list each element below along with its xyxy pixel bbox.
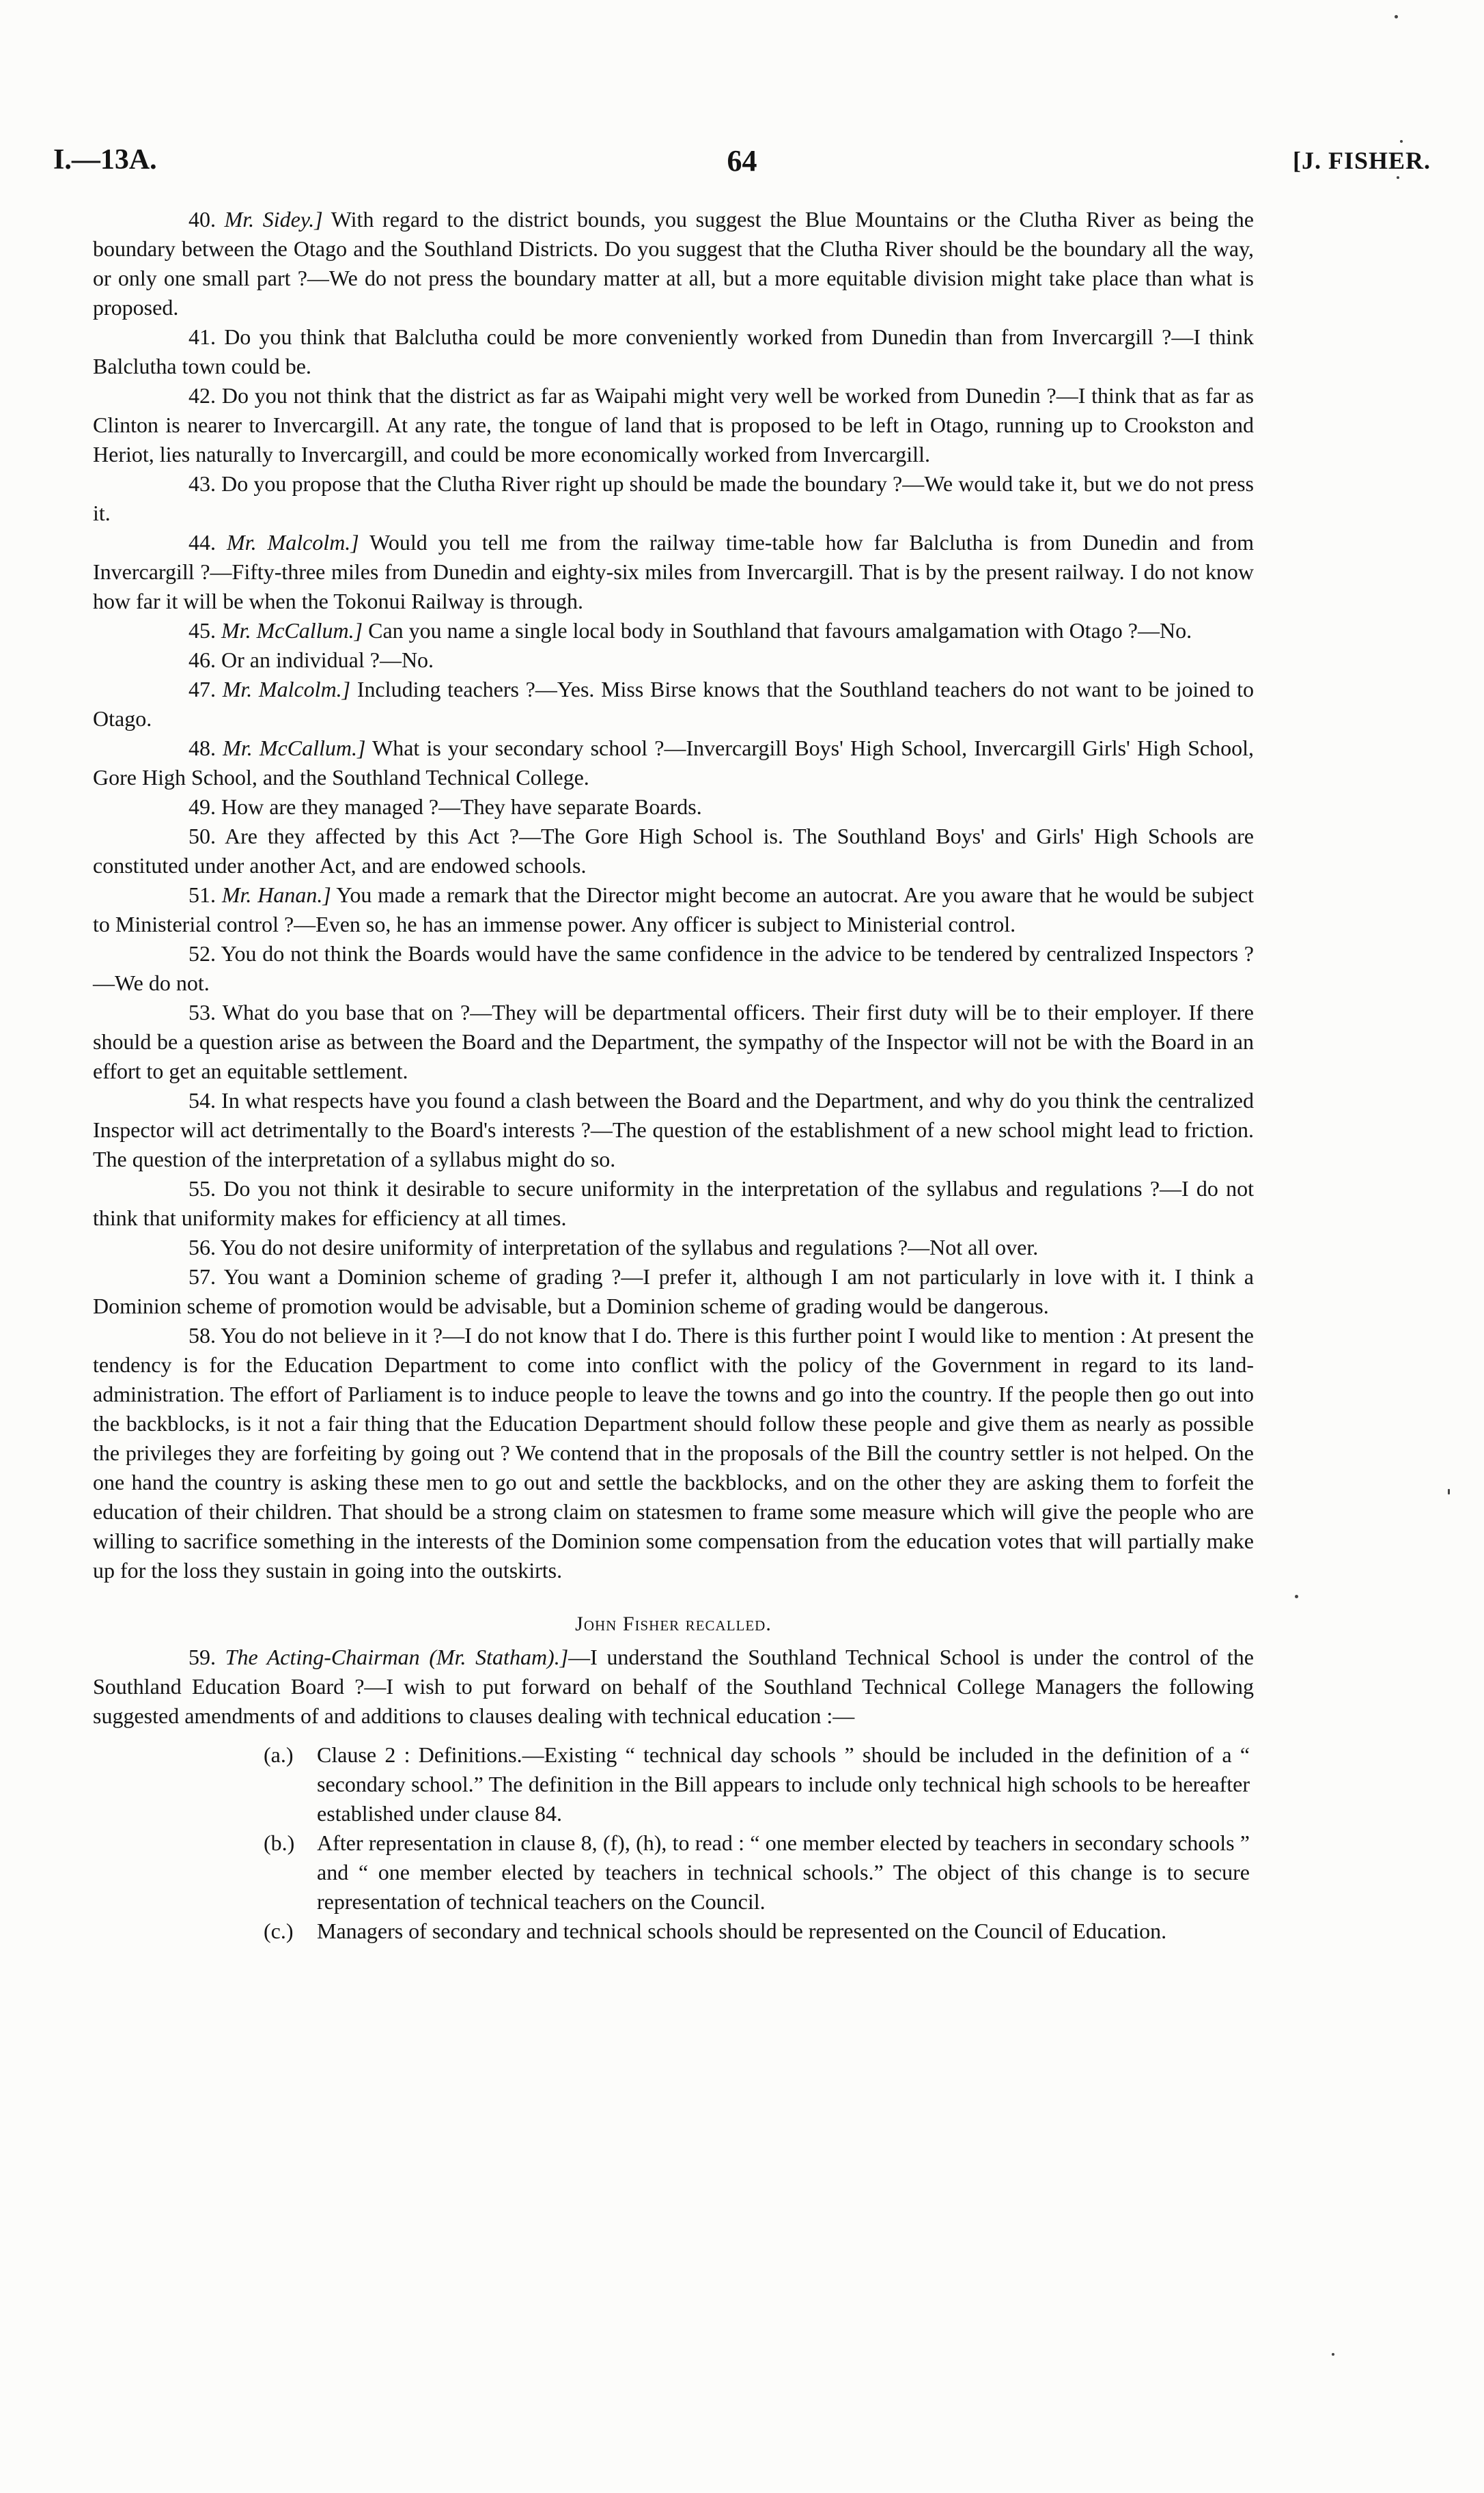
question-number: 43. [188,471,216,496]
question-number: 59. [188,1645,216,1669]
scan-speck [1295,1595,1298,1598]
question-text: How are they managed ?—They have separate Boards. [221,794,702,819]
question-paragraph [93,1321,1254,1585]
question-number: 47. [188,677,216,701]
section-heading: John Fisher recalled. [575,1613,772,1635]
question-text: —I understand the Southland Technical School is under the control of the Southland Education Board ?—I wish to put forward on behalf of the Southland Technical College Managers the following suggested amendments of and additions to clauses dealing with technical education :— [93,1645,1255,1728]
question-paragraph [93,939,1254,998]
question-paragraph [93,1262,1254,1321]
list-marker: (c.) [264,1919,294,1943]
question-text: Including teachers ?—Yes. Miss Birse knows that the Southland teachers do not want to be joined to Otago. [93,677,1255,731]
scan-speck [1397,176,1399,179]
document-body [93,205,1254,1946]
page-header [53,143,1431,184]
question-text: Are they affected by this Act ?—The Gore High School is. The Southland Boys' and Girls' High Schools are constituted under another Act, and are endowed schools. [93,824,1254,878]
question-paragraph [93,645,1254,675]
question-text: Do you think that Balclutha could be more conveniently worked from Dunedin than from Invercargill ?—I think Balclutha town could be. [93,324,1254,378]
question-number: 44. [188,530,216,555]
speaker: The Acting-Chairman (Mr. Statham).] [225,1645,569,1669]
speaker: Mr. Sidey.] [224,207,323,232]
question-text: You want a Dominion scheme of grading ?—I prefer it, although I am not particularly in love with it. I think a Dominion scheme of promotion would be advisable, but a Dominion scheme of grading would be dangerous. [93,1264,1255,1318]
question-number: 58. [188,1323,216,1348]
question-number: 53. [188,1000,216,1025]
scan-speck [1395,15,1398,18]
speaker: Mr. Malcolm.] [222,677,351,701]
witness-name: [J. FISHER. [1292,147,1431,174]
question-paragraph [93,792,1254,822]
list-marker: (a.) [264,1742,294,1767]
question-list [93,205,1254,1585]
question-number: 50. [188,824,216,848]
question-paragraph [93,528,1254,616]
question-number: 52. [188,941,216,966]
question-number: 51. [188,882,216,907]
question-number: 40. [188,207,216,232]
question-text: Do you not think it desirable to secure uniformity in the interpretation of the syllabus and regulations ?—I do not think that uniformity makes for efficiency at all times. [93,1176,1255,1230]
question-paragraph [93,205,1254,322]
question-number: 42. [188,383,216,408]
list-item [175,1917,1250,1946]
question-number: 41. [188,324,216,349]
list-item-text: Clause 2 : Definitions.—Existing “ technical day schools ” should be included in the definition of a “ secondary school.” The definition in the Bill appears to include only technical high schools to be hereafter established under clause 84. [317,1742,1250,1826]
question-number: 49. [188,794,216,819]
question-paragraph [93,381,1254,469]
question-text: What is your secondary school ?—Invercargill Boys' High School, Invercargill Girls' High School, Gore High School, and the Southland Technical College. [93,736,1255,790]
question-paragraph [93,998,1254,1086]
question-59 [93,1643,1254,1731]
question-paragraph [93,1174,1254,1233]
question-text: Do you not think that the district as far as Waipahi might very well be worked from Dunedin ?—I think that as far as Clinton is nearer to Invercargill. At any rate, the tongue of land that is proposed to be left in Otago, running up to Crookston and Heriot, lies naturally to Invercargill, and could be more economically worked from Invercargill. [93,383,1255,466]
question-text: Or an individual ?—No. [221,647,434,672]
question-text: You made a remark that the Director might become an autocrat. Are you aware that he would be subject to Ministerial control ?—Even so, he has an immense power. Any officer is subject to Ministerial control. [93,882,1255,936]
question-paragraph [93,322,1254,381]
scan-speck [1448,1489,1450,1494]
question-text: You do not believe in it ?—I do not know that I do. There is this further point I would like to mention : At present the tendency is for the Education Department to come into conflict with the policy of the Government in regard to its land-administration. The effort of Parliament is to induce people to leave the towns and go into the country. If the people then go out into the backblocks, is it not a fair thing that the Education Department should follow these people and give them as nearly as possible the privileges they are forfeiting by going out ? We contend that in the proposals of the Bill the country settler is not helped. On the one hand the country is asking these men to go out and settle the backblocks, and on the other they are asking them to forfeit the education of their children. That should be a strong claim on statesmen to frame some measure which will give the people who are willing to sacrifice something in the interests of the Dominion some compensation from the education votes that will partially make up for the loss they sustain in going into the outskirts. [93,1323,1255,1583]
page-number: 64 [727,144,757,178]
question-paragraph [93,469,1254,528]
list-item [175,1740,1250,1828]
question-number: 55. [188,1176,216,1201]
question-paragraph [93,1086,1254,1174]
list-marker: (b.) [264,1830,295,1855]
question-paragraph [93,734,1254,792]
question-paragraph [93,822,1254,880]
paper-reference: I.—13A. [53,144,157,176]
question-paragraph [93,675,1254,734]
question-number: 57. [188,1264,216,1289]
question-text: Do you propose that the Clutha River right up should be made the boundary ?—We would take it, but we do not press it. [93,471,1255,525]
question-text: Can you name a single local body in Southland that favours amalgamation with Otago ?—No. [363,618,1192,643]
question-number: 45. [188,618,216,643]
question-text: You do not desire uniformity of interpretation of the syllabus and regulations ?—Not all over. [220,1235,1039,1259]
question-number: 54. [188,1088,216,1113]
scan-speck [1332,2353,1334,2356]
scan-speck [1400,140,1403,143]
speaker: Mr. Malcolm.] [227,530,359,555]
list-item-text: After representation in clause 8, (f), (h), to read : “ one member elected by teachers in secondary schools ” and “ one member elected by teachers in technical schools.” The object of this change is to secure representation of technical teachers on the Council. [317,1830,1250,1914]
question-number: 48. [188,736,216,760]
speaker: Mr. Hanan.] [221,882,331,907]
question-text: What do you base that on ?—They will be departmental officers. Their first duty will be to their employer. If there should be a question arise as between the Board and the Department, the sympathy of the Inspector will not be with the Board in an effort to get an equitable settlement. [93,1000,1255,1083]
question-paragraph [93,616,1254,645]
speaker: Mr. McCallum.] [221,618,363,643]
question-text: In what respects have you found a clash between the Board and the Department, and why do you think the centralized Inspector will act detrimentally to the Board's interests ?—The question of the establishment of a new school might lead to friction. The question of the interpretation of a syllabus might do so. [93,1088,1255,1171]
question-text: You do not think the Boards would have the same confidence in the advice to be tendered by centralized Inspectors ?—We do not. [93,941,1255,995]
list-item-text: Managers of secondary and technical schools should be represented on the Council of Education. [317,1919,1167,1943]
speaker: Mr. McCallum.] [223,736,366,760]
question-text: Would you tell me from the railway time-table how far Balclutha is from Dunedin and from Invercargill ?—Fifty-three miles from Dunedin and eighty-six miles from Invercargill. That is by the present railway. I do not know how far it will be when the Tokonui Railway is through. [93,530,1255,613]
amendments-list [93,1740,1254,1946]
question-number: 46. [188,647,216,672]
question-paragraph [93,1233,1254,1262]
question-number: 56. [188,1235,216,1259]
list-item [175,1828,1250,1917]
question-text: With regard to the district bounds, you suggest the Blue Mountains or the Clutha River as being the boundary between the Otago and the Southland Districts. Do you suggest that the Clutha River should be the boundary all the way, or only one small part ?—We do not press the boundary matter at all, but a more equitable division might take place than what is proposed. [93,207,1255,320]
question-paragraph [93,880,1254,939]
